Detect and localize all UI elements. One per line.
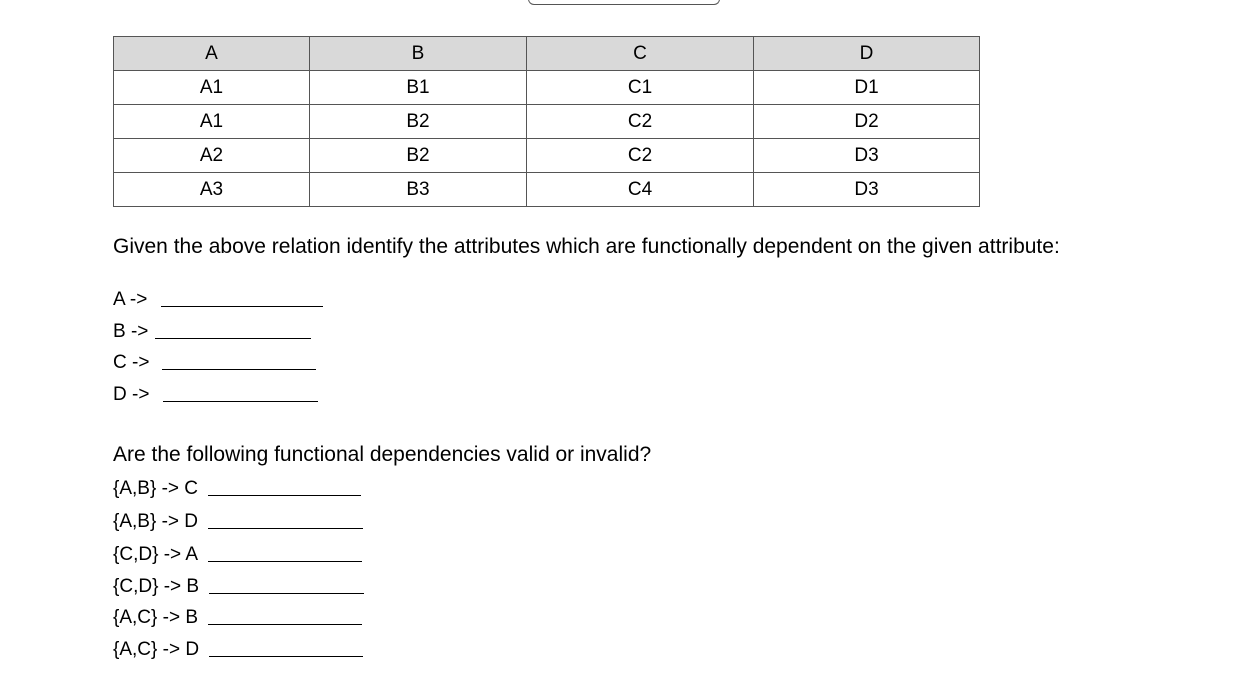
column-header-c: C <box>527 37 754 71</box>
dependency-label: {A,B} -> C <box>113 478 199 499</box>
answer-blank[interactable] <box>163 381 318 402</box>
table-row <box>114 173 980 207</box>
question-functional-dependence: Given the above relation identify the attributes which are functionally dependent on the given attribute: <box>113 235 1060 258</box>
answer-blank[interactable] <box>208 475 361 496</box>
answer-blank[interactable] <box>208 508 363 529</box>
answer-blank[interactable] <box>208 541 362 562</box>
single-attr-label: A -> <box>113 289 148 310</box>
cropped-top-shape <box>528 0 720 5</box>
answer-blank[interactable] <box>161 286 323 307</box>
dependency-label: {C,D} -> B <box>113 576 200 597</box>
dependency-row <box>113 472 361 500</box>
table-cell: B1 <box>310 71 527 105</box>
table-cell: D3 <box>754 173 980 207</box>
column-header-b: B <box>310 37 527 71</box>
single-attr-row <box>113 378 318 406</box>
dependency-label: {A,C} -> B <box>113 607 199 628</box>
dependency-label: {C,D} -> A <box>113 544 199 565</box>
table-header-row <box>114 37 980 71</box>
single-attr-label: C -> <box>113 352 150 373</box>
dependency-label: {A,B} -> D <box>113 511 199 532</box>
single-attr-row <box>113 346 316 374</box>
table-cell: A3 <box>114 173 310 207</box>
dependency-row <box>113 633 363 661</box>
answer-blank[interactable] <box>208 604 362 625</box>
question-validity: Are the following functional dependencies valid or invalid? <box>113 443 652 466</box>
relation-table <box>113 36 980 207</box>
column-header-a: A <box>114 37 310 71</box>
table-cell: A1 <box>114 105 310 139</box>
table-cell: D2 <box>754 105 980 139</box>
table-cell: C2 <box>527 105 754 139</box>
answer-blank[interactable] <box>209 573 364 594</box>
answer-blank[interactable] <box>155 318 311 339</box>
table-cell: C2 <box>527 139 754 173</box>
single-attr-label: B -> <box>113 321 149 342</box>
table-cell: B3 <box>310 173 527 207</box>
single-attr-row <box>113 315 311 343</box>
table-cell: D3 <box>754 139 980 173</box>
table-row <box>114 139 980 173</box>
table-cell: A2 <box>114 139 310 173</box>
answer-blank[interactable] <box>209 636 363 657</box>
dependency-row <box>113 570 364 598</box>
table-cell: C4 <box>527 173 754 207</box>
table-cell: A1 <box>114 71 310 105</box>
table-cell: C1 <box>527 71 754 105</box>
dependency-row <box>113 538 362 566</box>
column-header-d: D <box>754 37 980 71</box>
single-attr-row <box>113 283 323 311</box>
single-attr-label: D -> <box>113 384 150 405</box>
dependency-label: {A,C} -> D <box>113 639 200 660</box>
table-cell: B2 <box>310 105 527 139</box>
table-cell: B2 <box>310 139 527 173</box>
answer-blank[interactable] <box>162 349 316 370</box>
table-row <box>114 71 980 105</box>
dependency-row <box>113 505 363 533</box>
table-row <box>114 105 980 139</box>
dependency-row <box>113 601 362 629</box>
table-cell: D1 <box>754 71 980 105</box>
